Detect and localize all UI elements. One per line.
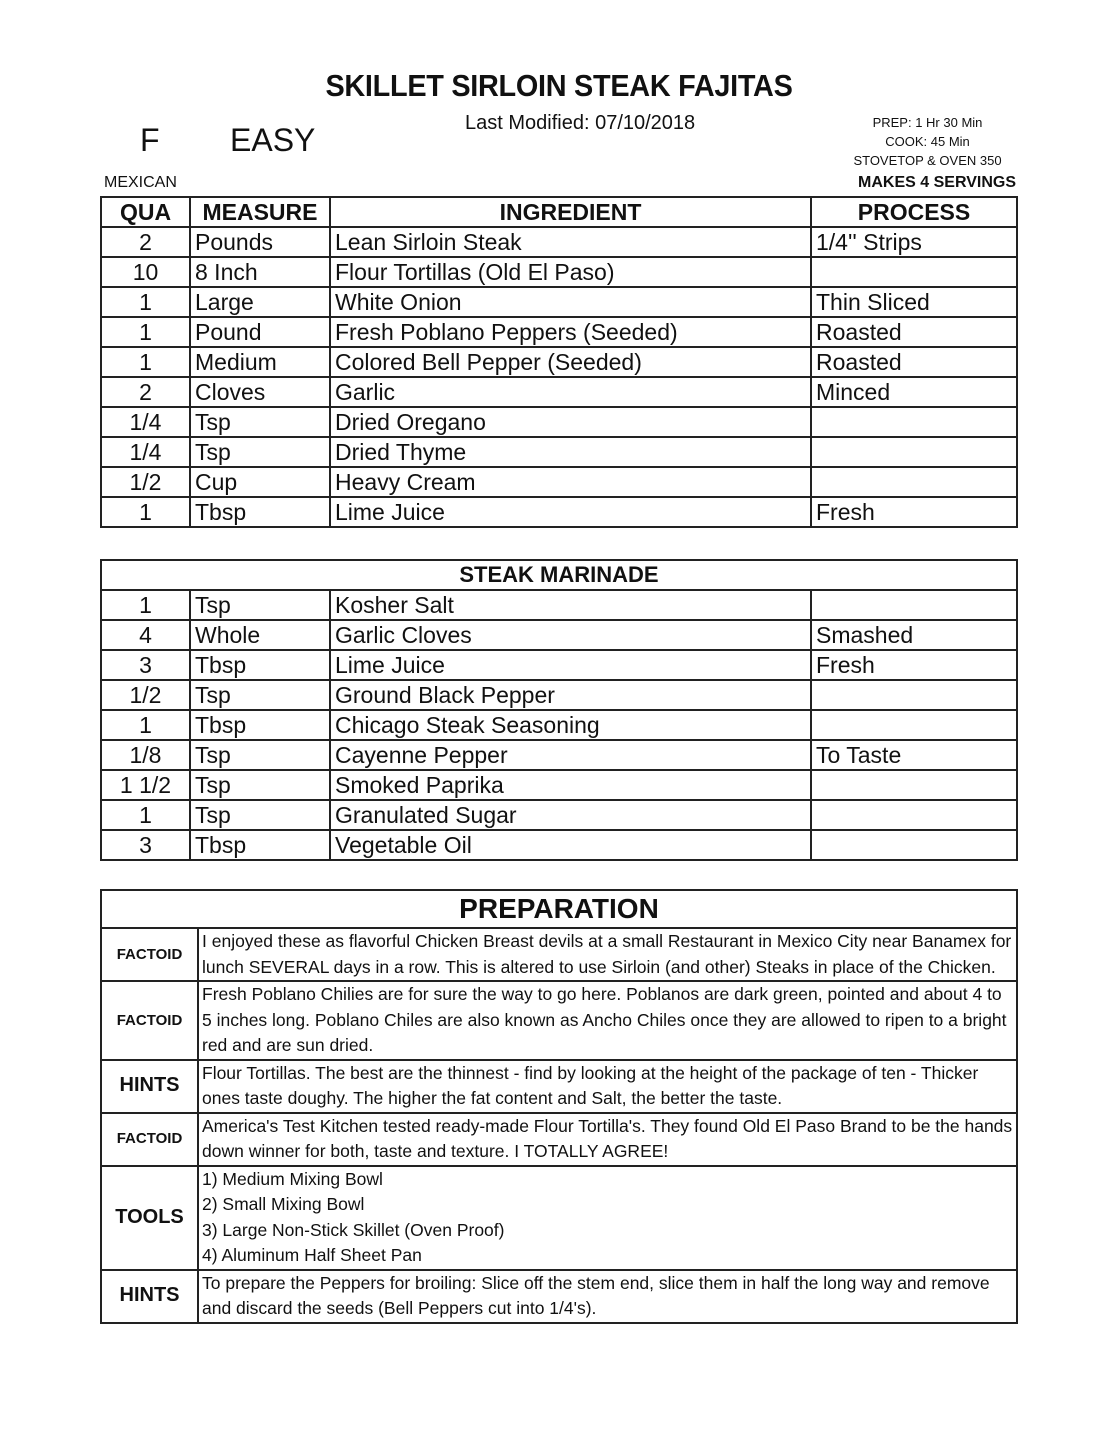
ingredient-process: 1/4'' Strips [811,227,1017,257]
ingredient-measure: Tbsp [190,497,330,527]
ingredient-qty: 1 [101,800,190,830]
ingredient-process [811,590,1017,620]
marinade-body [101,590,1017,860]
ingredient-name: Garlic [330,377,811,407]
ingredient-name: Cayenne Pepper [330,740,811,770]
ingredient-measure: Tsp [190,740,330,770]
ingredient-process [811,710,1017,740]
ingredient-qty: 3 [101,650,190,680]
ingredient-measure: Tbsp [190,650,330,680]
ingredient-measure: Tsp [190,680,330,710]
note-label: TOOLS [101,1166,198,1270]
ingredient-row [101,347,1017,377]
ingredient-qty: 1 [101,590,190,620]
ingredient-qty: 1/2 [101,467,190,497]
tool-item: 3) Large Non-Stick Skillet (Oven Proof) [202,1219,505,1240]
ingredient-qty: 1/4 [101,437,190,467]
header-ingredient: INGREDIENT [330,197,811,227]
marinade-title: STEAK MARINADE [101,560,1017,590]
ingredient-name: Garlic Cloves [330,620,811,650]
ingredient-qty: 1 [101,347,190,377]
preparation-title: PREPARATION [101,890,1017,928]
ingredient-qty: 2 [101,227,190,257]
recipe-difficulty: EASY [230,122,316,158]
ingredient-process [811,680,1017,710]
note-text: Fresh Poblano Chilies are for sure the way to go here. Poblanos are dark green, pointed and about 4 to 5 inches long. Poblano Chiles are also known as Ancho Chiles once they are allowed to ripen to a bright red and are sun dried. [198,981,1017,1060]
preparation-header-row [101,890,1017,928]
ingredient-measure: Tsp [190,590,330,620]
ingredient-process: Roasted [811,347,1017,377]
ingredient-measure: Tsp [190,800,330,830]
ingredient-qty: 1 [101,710,190,740]
ingredient-name: Lime Juice [330,497,811,527]
marinade-header-row [101,560,1017,590]
ingredient-process [811,257,1017,287]
ingredient-measure: Medium [190,347,330,377]
ingredient-process: Thin Sliced [811,287,1017,317]
ingredient-measure: Large [190,287,330,317]
preparation-note [101,981,1017,1060]
ingredients-table [100,196,1018,528]
ingredients-body [101,227,1017,527]
ingredient-process [811,830,1017,860]
ingredient-qty: 4 [101,620,190,650]
ingredient-measure: Tbsp [190,830,330,860]
ingredient-name: Flour Tortillas (Old El Paso) [330,257,811,287]
ingredient-name: Vegetable Oil [330,830,811,860]
ingredient-row [101,227,1017,257]
ingredient-process: Smashed [811,620,1017,650]
tool-item: 1) Medium Mixing Bowl [202,1168,383,1189]
note-text: America's Test Kitchen tested ready-made Flour Tortilla's. They found Old El Paso Brand to be the hands down winner for both, taste and texture. I TOTALLY AGREE! [198,1113,1017,1166]
note-label: FACTOID [101,928,198,981]
ingredient-measure: Cup [190,467,330,497]
ingredient-qty: 1 [101,317,190,347]
marinade-table [100,559,1018,861]
ingredient-measure: Pounds [190,227,330,257]
ingredient-row [101,740,1017,770]
ingredient-row [101,620,1017,650]
cooking-method: STOVETOP & OVEN 350 [853,153,1002,168]
ingredient-name: Lime Juice [330,650,811,680]
cook-time: COOK: 45 Min [885,134,970,149]
ingredient-row [101,590,1017,620]
ingredient-row [101,377,1017,407]
ingredient-qty: 1 [101,287,190,317]
ingredient-qty: 1 1/2 [101,770,190,800]
ingredient-name: Ground Black Pepper [330,680,811,710]
note-text: To prepare the Peppers for broiling: Slice off the stem end, slice them in half the long way and remove and discard the seeds (Bell Peppers cut into 1/4's). [198,1270,1017,1323]
ingredient-name: Heavy Cream [330,467,811,497]
ingredient-name: Kosher Salt [330,590,811,620]
ingredient-process [811,407,1017,437]
ingredient-process: Roasted [811,317,1017,347]
ingredient-name: Colored Bell Pepper (Seeded) [330,347,811,377]
ingredient-process [811,770,1017,800]
ingredient-qty: 1/8 [101,740,190,770]
ingredient-measure: Whole [190,620,330,650]
ingredient-row [101,680,1017,710]
ingredients-header-row [101,197,1017,227]
preparation-note [101,928,1017,981]
header-process: PROCESS [811,197,1017,227]
ingredient-measure: Tsp [190,437,330,467]
ingredient-row [101,407,1017,437]
recipe-grade: F [140,122,160,158]
ingredient-name: Smoked Paprika [330,770,811,800]
timing-info [835,113,1020,170]
ingredient-qty: 1 [101,497,190,527]
preparation-note [101,1060,1017,1113]
ingredient-name: Dried Thyme [330,437,811,467]
ingredient-measure: Tsp [190,407,330,437]
ingredient-row [101,770,1017,800]
ingredient-row [101,650,1017,680]
preparation-note [101,1270,1017,1323]
ingredient-qty: 2 [101,377,190,407]
ingredient-row [101,317,1017,347]
recipe-title: SKILLET SIRLOIN STEAK FAJITAS [325,68,793,103]
tool-item: 4) Aluminum Half Sheet Pan [202,1245,422,1265]
ingredient-row [101,830,1017,860]
ingredient-process [811,800,1017,830]
ingredient-row [101,287,1017,317]
ingredient-qty: 1/4 [101,407,190,437]
ingredient-row [101,800,1017,830]
last-modified: Last Modified: 07/10/2018 [465,112,696,134]
cuisine: MEXICAN [104,174,177,191]
preparation-table [100,889,1018,1324]
ingredient-measure: Pound [190,317,330,347]
ingredient-qty: 10 [101,257,190,287]
ingredient-row [101,467,1017,497]
ingredient-name: Dried Oregano [330,407,811,437]
ingredient-process: Minced [811,377,1017,407]
ingredient-row [101,497,1017,527]
servings: MAKES 4 SERVINGS [858,174,1016,191]
ingredient-measure: Cloves [190,377,330,407]
ingredient-process: To Taste [811,740,1017,770]
ingredient-measure: Tsp [190,770,330,800]
tool-item: 2) Small Mixing Bowl [202,1194,365,1214]
ingredient-measure: Tbsp [190,710,330,740]
preparation-body [101,928,1017,1323]
ingredient-name: Fresh Poblano Peppers (Seeded) [330,317,811,347]
ingredient-row [101,437,1017,467]
ingredient-row [101,257,1017,287]
note-text: I enjoyed these as flavorful Chicken Breast devils at a small Restaurant in Mexico City near Banamex for lunch SEVERAL days in a row. This is altered to use Sirloin (and other) Steaks in place of the Chicken. [198,928,1017,981]
preparation-note [101,1166,1017,1270]
ingredient-process [811,467,1017,497]
ingredient-qty: 1/2 [101,680,190,710]
preparation-note [101,1113,1017,1166]
prep-time: PREP: 1 Hr 30 Min [872,115,983,130]
header-measure: MEASURE [190,197,330,227]
ingredient-process [811,437,1017,467]
ingredient-name: White Onion [330,287,811,317]
ingredient-process: Fresh [811,497,1017,527]
note-label: FACTOID [101,1113,198,1166]
tools-list [198,1166,1017,1270]
note-label: FACTOID [101,981,198,1060]
ingredient-row [101,710,1017,740]
header-qty: QUA [101,197,190,227]
note-label: HINTS [101,1060,198,1113]
note-text: Flour Tortillas. The best are the thinnest - find by looking at the height of the package of ten - Thicker ones taste doughy. The higher the fat content and Salt, the better the taste. [198,1060,1017,1113]
ingredient-measure: 8 Inch [190,257,330,287]
note-label: HINTS [101,1270,198,1323]
ingredient-process: Fresh [811,650,1017,680]
ingredient-name: Lean Sirloin Steak [330,227,811,257]
ingredient-qty: 3 [101,830,190,860]
ingredient-name: Chicago Steak Seasoning [330,710,811,740]
ingredient-name: Granulated Sugar [330,800,811,830]
